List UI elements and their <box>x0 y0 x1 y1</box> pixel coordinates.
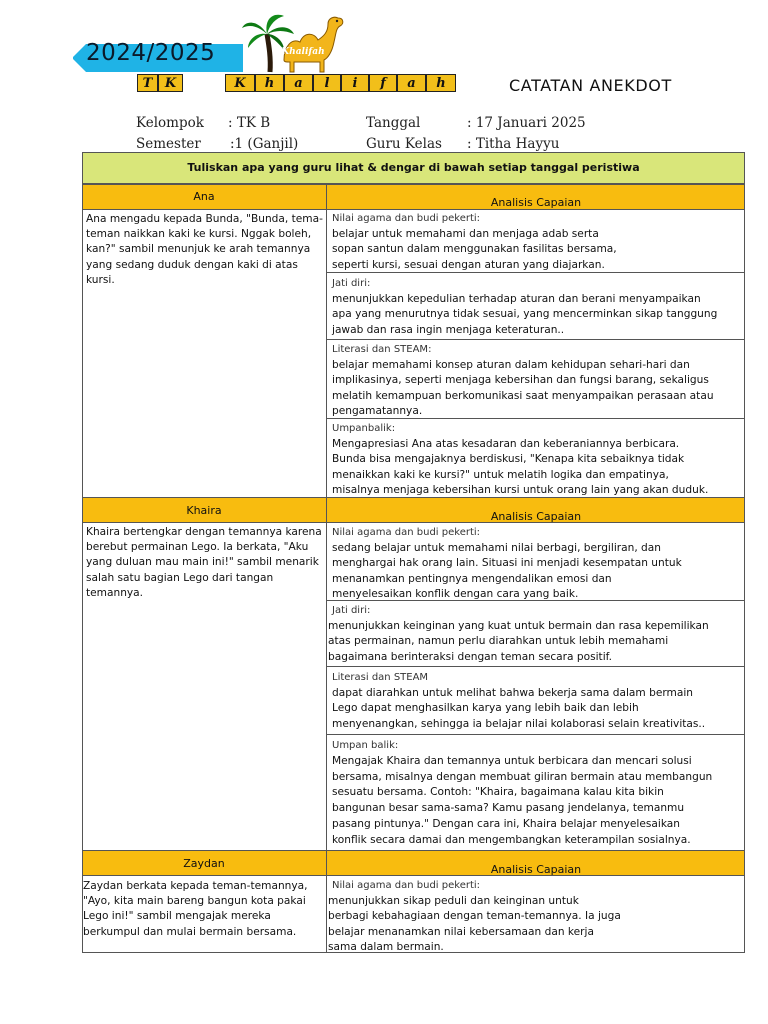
analysis-line: menaikkan kaki ke kursi?" untuk melatih logika dan empatinya, <box>332 468 669 481</box>
analysis-header: Analisis Capaian <box>490 863 582 876</box>
guru-label: Guru Kelas <box>366 136 442 152</box>
analysis-line: Mengapresiasi Ana atas kesadaran dan keberaniannya berbicara. <box>332 437 680 450</box>
analysis-line: sesuatu bersama. Contoh: "Khaira, bagaimana kalau kita bikin <box>332 786 664 799</box>
school-letter: K <box>225 74 255 92</box>
analysis-line: apa yang menurutnya tidak sesuai, yang mencerminkan sikap tanggung <box>332 308 718 321</box>
school-year: 2024/2025 <box>86 40 216 66</box>
narrative-khaira: Khaira bertengkar dengan temannya karena berebut permainan Lego. Ia berkata, "Aku yang duluan mau main ini!" sambil menarik salah satu bagian Lego dari tangan temannya. <box>86 526 322 599</box>
analysis-line: sopan santun dalam menggunakan fasilitas bersama, <box>332 243 617 256</box>
analysis-line: berbagi kebahagiaan dengan teman-temannya. Ia juga <box>328 910 621 923</box>
school-letter: h <box>255 74 284 92</box>
analysis-line: bersama, misalnya dengan membuat giliran bermain atau membangun <box>332 770 713 783</box>
analysis-line: misalnya menjaga kebersihan kursi untuk orang lain yang akan duduk. <box>332 484 709 497</box>
analysis-line: Mengajak Khaira dan temannya untuk berbicara dan mencari solusi <box>332 754 692 767</box>
school-letter: h <box>426 74 456 92</box>
analysis-line: Lego dapat menghasilkan karya yang lebih baik dan lebih <box>332 702 639 715</box>
analysis-label: Umpan balik: <box>332 740 399 751</box>
guru-value: : Titha Hayyu <box>467 136 560 152</box>
analysis-line: Bunda bisa mengajaknya berdiskusi, "Kenapa kita sebaiknya tidak <box>332 453 685 466</box>
tanggal-value: : 17 Januari 2025 <box>467 115 586 131</box>
analysis-line: melatih kemampuan berkomunikasi saat menyampaikan perasaan atau <box>332 389 714 402</box>
analysis-line: belajar untuk memahami dan menjaga adab serta <box>332 227 599 240</box>
analysis-label: Literasi dan STEAM: <box>332 344 432 355</box>
analysis-line: belajar menanamkan nilai kebersamaan dan kerja <box>328 925 594 938</box>
tk-letter: K <box>158 74 183 92</box>
anecdote-table <box>82 152 745 953</box>
analysis-label: Jati diri: <box>332 605 371 616</box>
narrative-zaydan: Zaydan berkata kepada teman-temannya, "Ayo, kita main bareng bangun kota pakai Lego ini!" sambil mengajak mereka berkumpul dan mulai bermain bersama. <box>83 880 308 938</box>
analysis-label: Nilai agama dan budi pekerti: <box>332 880 481 891</box>
analysis-line: dapat diarahkan untuk melihat bahwa bekerja sama dalam bermain <box>332 686 693 699</box>
analysis-line: konflik secara damai dan mengembangkan keterampilan sosialnya. <box>332 833 691 846</box>
analysis-line: belajar memahami konsep aturan dalam kehidupan sehari-hari dan <box>332 358 690 371</box>
school-letter: l <box>313 74 341 92</box>
tk-label-row <box>137 74 183 92</box>
school-name-row <box>225 74 456 92</box>
school-letter: a <box>284 74 313 92</box>
analysis-line: pasang pintunya." Dengan cara ini, Khaira belajar menyelesaikan <box>332 817 680 830</box>
analysis-line: atas permainan, namun perlu diarahkan untuk lebih memahami <box>328 635 669 648</box>
analysis-line: seperti kursi, sesuai dengan aturan yang diajarkan. <box>332 258 605 271</box>
student-name: Khaira <box>186 504 222 517</box>
table-instruction: Tuliskan apa yang guru lihat & dengar di bawah setiap tanggal peristiwa <box>82 152 745 184</box>
analysis-label: Umpanbalik: <box>332 423 396 434</box>
document-title: CATATAN ANEKDOT <box>509 76 672 95</box>
analysis-line: menunjukkan keinginan yang kuat untuk bermain dan rasa kepemilikan <box>328 619 709 632</box>
tk-letter: T <box>137 74 158 92</box>
analysis-line: menyenangkan, sehingga ia belajar nilai kolaborasi selain kreativitas.. <box>332 717 706 730</box>
school-letter: i <box>341 74 369 92</box>
kelompok-label: Kelompok <box>136 115 204 131</box>
semester-value: :1 (Ganjil) <box>230 136 299 152</box>
logo-text: Khalifah <box>281 47 325 57</box>
analysis-header: Analisis Capaian <box>490 196 582 209</box>
analysis-label: Nilai agama dan budi pekerti: <box>332 213 481 224</box>
analysis-line: implikasinya, seperti menjaga kebersihan dan fungsi barang, sekaligus <box>332 374 709 387</box>
school-letter: a <box>397 74 426 92</box>
analysis-line: menyelesaikan konflik dengan cara yang baik. <box>332 588 579 601</box>
student-name: Zaydan <box>183 857 225 870</box>
analysis-line: menunjukkan kepedulian terhadap aturan dan berani menyampaikan <box>332 292 701 305</box>
analysis-line: sama dalam bermain. <box>328 941 444 954</box>
analysis-line: sedang belajar untuk memahami nilai berbagi, bergiliran, dan <box>332 541 661 554</box>
analysis-line: bagaimana berinteraksi dengan teman secara positif. <box>328 650 612 663</box>
analysis-line: menunjukkan sikap peduli dan keinginan untuk <box>328 894 579 907</box>
analysis-line: bangunan besar sama-sama? Kamu pasang jendelanya, temanmu <box>332 802 685 815</box>
analysis-header: Analisis Capaian <box>490 510 582 523</box>
analysis-line: pengamatannya. <box>332 405 423 418</box>
analysis-label: Literasi dan STEAM <box>332 672 429 683</box>
analysis-line: menghargai hak orang lain. Situasi ini menjadi kesempatan untuk <box>332 557 682 570</box>
analysis-label: Nilai agama dan budi pekerti: <box>332 527 481 538</box>
khalifah-logo <box>240 10 352 74</box>
student-name: Ana <box>193 190 215 203</box>
narrative-ana: Ana mengadu kepada Bunda, "Bunda, tema-teman naikkan kaki ke kursi. Nggak boleh, kan?" sambil menunjuk ke arah temannya yang sedang duduk dengan kaki di atas kursi. <box>86 213 323 286</box>
school-letter: f <box>369 74 397 92</box>
tanggal-label: Tanggal <box>366 115 421 131</box>
analysis-label: Jati diri: <box>332 278 371 289</box>
analysis-line: menanamkan pentingnya mengendalikan emosi dan <box>332 572 612 585</box>
semester-label: Semester <box>136 136 201 152</box>
kelompok-value: : TK B <box>228 115 271 131</box>
analysis-line: jawab dan rasa ingin menjaga keteraturan.. <box>332 323 565 336</box>
